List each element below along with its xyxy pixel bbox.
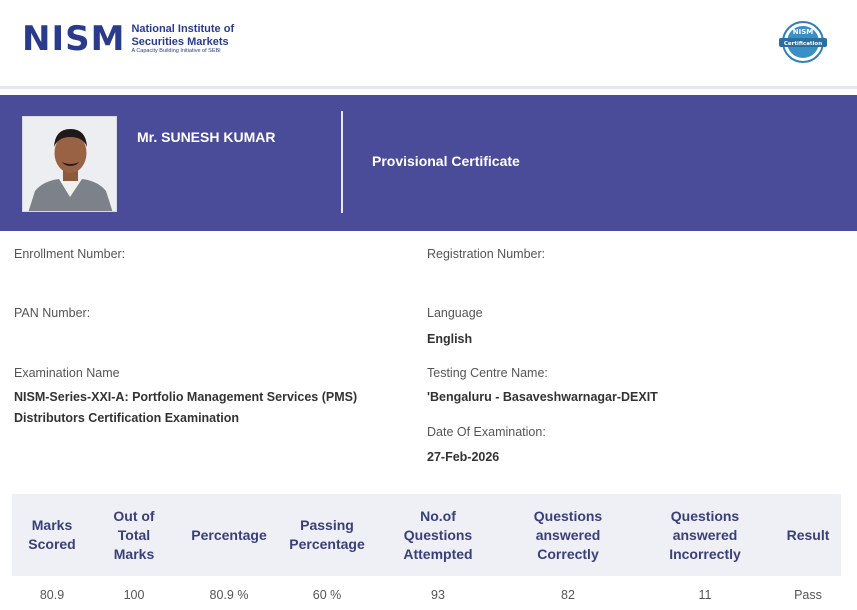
enrollment-number-label: Enrollment Number: xyxy=(14,247,126,261)
cell-questions-attempted: 93 xyxy=(431,588,445,602)
cell-result: Pass xyxy=(794,588,822,602)
logo-line-2: Securities Markets xyxy=(131,36,229,48)
header-divider xyxy=(0,86,857,89)
cell-out-of-total-marks: 100 xyxy=(123,588,145,602)
col-out-of-total-marks: Out of Total Marks xyxy=(113,507,155,562)
badge-top-text: NISM xyxy=(792,28,814,36)
nism-logo xyxy=(22,19,235,59)
col-result: Result xyxy=(786,526,830,543)
cell-passing-percentage: 60 % xyxy=(312,588,342,602)
candidate-name: Mr. SUNESH KUMAR xyxy=(137,129,276,145)
site-header xyxy=(0,0,857,86)
logo-line-1: National Institute of xyxy=(131,23,235,35)
col-percentage: Percentage xyxy=(191,526,267,543)
banner-divider xyxy=(341,111,343,213)
exam-name-line-1: NISM-Series-XXI-A: Portfolio Management Services (PMS) xyxy=(14,390,358,404)
language-value: English xyxy=(427,332,473,346)
certificate-type: Provisional Certificate xyxy=(372,153,520,169)
badge-bottom-text: Certification xyxy=(783,41,823,47)
results-table-header xyxy=(12,494,841,576)
col-passing-percentage: Passing Percentage xyxy=(289,517,365,552)
certification-badge-icon xyxy=(775,20,831,64)
col-marks-scored: Marks Scored xyxy=(28,517,76,552)
exam-date-value: 27-Feb-2026 xyxy=(427,450,500,464)
candidate-photo xyxy=(22,116,117,212)
col-questions-attempted: No.of Questions Attempted xyxy=(403,507,473,562)
candidate-banner xyxy=(0,95,857,231)
language-label: Language xyxy=(427,306,483,320)
exam-date-label: Date Of Examination: xyxy=(427,425,546,439)
col-questions-correct: Questions answered Correctly xyxy=(533,507,603,562)
exam-name-line-2: Distributors Certification Examination xyxy=(14,411,240,425)
registration-number-label: Registration Number: xyxy=(427,247,546,261)
logo-line-3: A Capacity Building Initiative of SEBI xyxy=(131,48,221,54)
testing-centre-value: 'Bengaluru - Basaveshwarnagar-DEXIT xyxy=(427,390,658,404)
person-photo-icon xyxy=(23,117,117,212)
testing-centre-label: Testing Centre Name: xyxy=(427,366,548,380)
logo-word: NISM xyxy=(22,19,126,59)
exam-name-label: Examination Name xyxy=(14,366,120,380)
cell-marks-scored: 80.9 xyxy=(39,588,65,602)
cell-questions-incorrect: 11 xyxy=(698,588,712,602)
pan-number-label: PAN Number: xyxy=(14,306,91,320)
logo-tagline xyxy=(131,23,234,55)
cell-percentage: 80.9 % xyxy=(209,588,249,602)
cell-questions-correct: 82 xyxy=(561,588,575,602)
col-questions-incorrect: Questions answered Incorrectly xyxy=(669,507,741,562)
